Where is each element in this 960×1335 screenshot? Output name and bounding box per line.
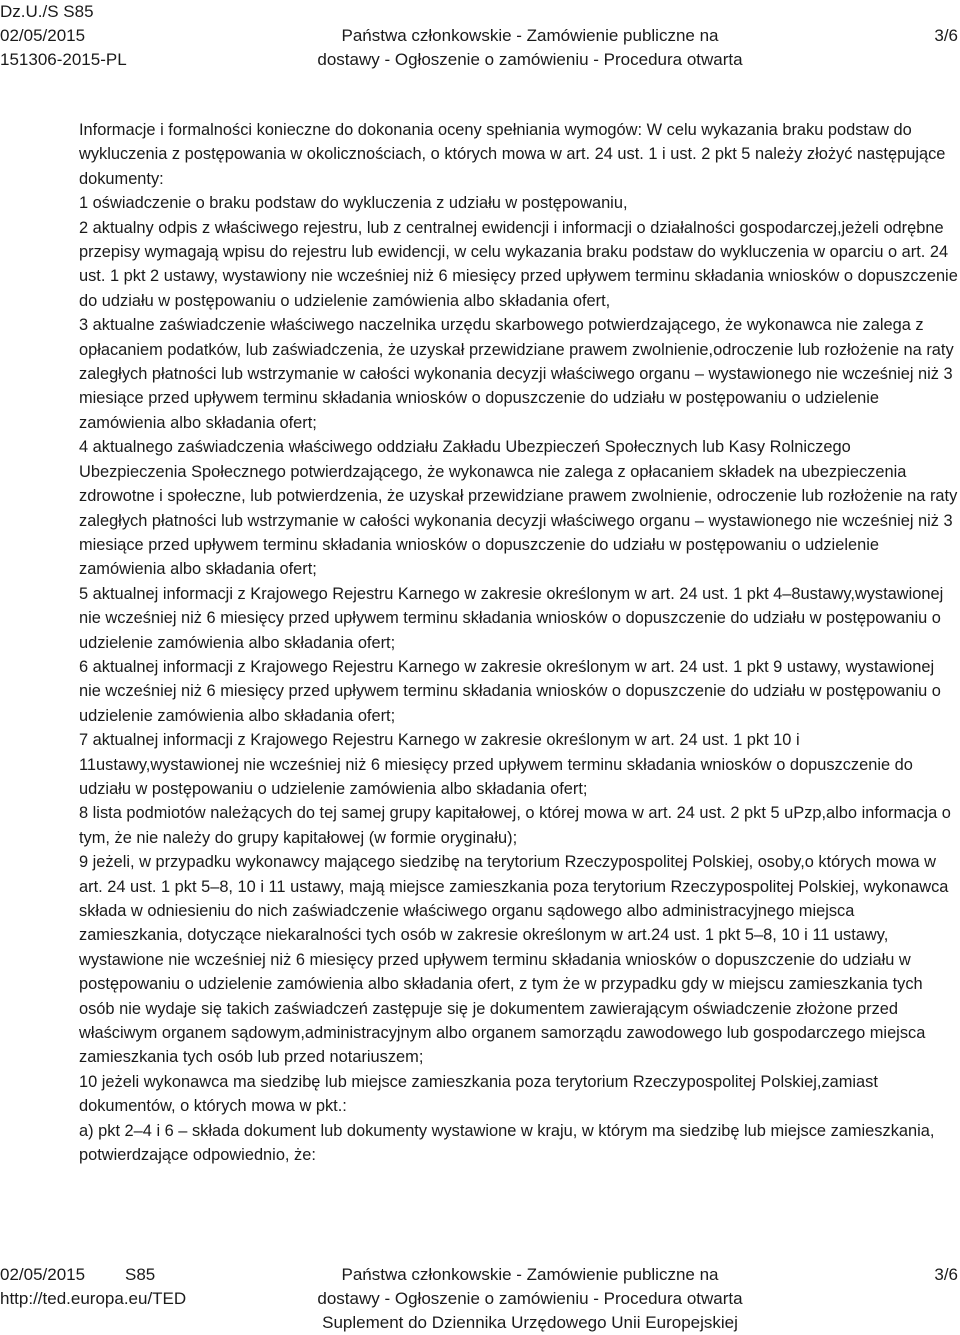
header-title-line-1: Państwa członkowskie - Zamówienie publiczne na (341, 26, 719, 45)
paragraph-item-10: 10 jeżeli wykonawca ma siedzibę lub miejsce zamieszkania poza terytorium Rzeczypospolitej Polskiej,zamiast dokumentów, o których mowa w pkt.: (79, 1072, 878, 1116)
paragraph-item-6: 6 aktualnej informacji z Krajowego Rejestru Karnego w zakresie określonym w art. 24 ust. 1 pkt 9 ustawy, wystawionej nie wcześniej niż 6 miesięcy przed upływem terminu składania wniosków o dopuszczenie do udziału w postępowaniu o udzielenie zamówienia albo składania ofert; (79, 657, 941, 725)
paragraph-intro: Informacje i formalności konieczne do dokonania oceny spełniania wymogów: W celu wykazania braku podstaw do wykluczenia z postępowania w okolicznościach, o których mowa w art. 24 ust. 1 i ust. 2 pkt 5 należy złożyć następujące dokumenty: (79, 121, 946, 188)
header-title-line-2: dostawy - Ogłoszenie o zamówieniu - Procedura otwarta (317, 50, 743, 69)
paragraph-item-7: 7 aktualnej informacji z Krajowego Rejestru Karnego w zakresie określonym w art. 24 ust. 1 pkt 10 i 11ustawy,wystawionej nie wcześniej niż 6 miesięcy przed upływem terminu składania wniosków o dopuszczenie do udziału w postępowaniu o udzielenie zamówienia albo składania ofert; (79, 731, 913, 798)
footer-title-line-2: dostawy - Ogłoszenie o zamówieniu - Procedura otwarta (317, 1289, 743, 1308)
header-page-number: 3/6 (934, 26, 958, 45)
footer-page-number: 3/6 (934, 1265, 958, 1284)
paragraph-item-a: a) pkt 2–4 i 6 – składa dokument lub dokumenty wystawione w kraju, w którym ma siedzibę lub miejsce zamieszkania, potwierdzające odpowiednio, że: (79, 1121, 935, 1165)
paragraph-item-1: 1 oświadczenie o braku podstaw do wykluczenia z udziału w postępowaniu, (79, 194, 628, 213)
footer-series: S85 (125, 1265, 156, 1284)
paragraph-item-9: 9 jeżeli, w przypadku wykonawcy mającego siedzibę na terytorium Rzeczypospolitej Polskiej, osoby,o których mowa w art. 24 ust. 1 pkt 5–8, 10 i 11 ustawy, mają miejsce zamieszkania poza terytorium Rzeczypospolitej Polskiej, wykonawca składa w odniesieniu do nich zaświadczenie właściwego organu sądowego albo administracyjnego miejsca zamieszkania, dotyczące niekaralności tych osób w zakresie określonym w art.24 ust. 1 pkt 5–8, 10 i 11 ustawy, wystawione nie wcześniej niż 6 miesięcy przed upływem terminu składania wniosków o dopuszczenie do udziału w postępowaniu o udzielenie zamówienia albo składania ofert, z tym że w przypadku gdy w miejscu zamieszkania tych osób nie wydaje się takich zaświadczeń zastępuje się je dokumentem zawierającym oświadczenie złożone przed właściwym organem sądowym,administracyjnym albo organem samorządu zawodowego lub gospodarczego miejsca zamieszkania tych osób lub przed notariuszem; (79, 853, 949, 1067)
footer-title-line-1: Państwa członkowskie - Zamówienie publiczne na (341, 1265, 719, 1284)
footer-supplement: Suplement do Dziennika Urzędowego Unii Europejskiej (322, 1313, 738, 1332)
footer-date: 02/05/2015 (0, 1265, 86, 1284)
paragraph-item-8: 8 lista podmiotów należących do tej samej grupy kapitałowej, o której mowa w art. 24 ust. 2 pkt 5 uPzp,albo informacja o tym, że nie należy do grupy kapitałowej (w formie oryginału); (79, 804, 951, 847)
paragraph-item-3: 3 aktualne zaświadczenie właściwego naczelnika urzędu skarbowego potwierdzającego, że wykonawca nie zalega z opłacaniem podatków, lub zaświadczenia, że uzyskał przewidziane prawem zwolnienie,odroczenie lub rozłożenie na raty zaległych płatności lub wstrzymanie w całości wykonania decyzji właściwego organu – wystawionego nie wcześniej niż 3 miesiące przed upływem terminu składania wniosków o dopuszczenie do udziału w postępowaniu o udzielenie zamówienia albo składania ofert; (79, 316, 954, 432)
document-body (79, 118, 959, 1167)
publication-date: 02/05/2015 (0, 26, 86, 45)
notice-number: 151306-2015-PL (0, 50, 127, 69)
footer-url[interactable]: http://ted.europa.eu/TED (0, 1289, 187, 1308)
journal-reference: Dz.U./S S85 (0, 2, 94, 21)
paragraph-item-2: 2 aktualny odpis z właściwego rejestru, lub z centralnej ewidencji i informacji o działalności gospodarczej,jeżeli odrębne przepisy wymagają wpisu do rejestru lub ewidencji, w celu wykazania braku podstaw do wykluczenia w oparciu o art. 24 ust. 1 pkt 2 ustawy, wystawiony nie wcześniej niż 6 miesięcy przed upływem terminu składania wniosków o dopuszczenie do udziału w postępowaniu o udzielenie zamówienia albo składania ofert, (79, 218, 958, 310)
paragraph-item-4: 4 aktualnego zaświadczenia właściwego oddziału Zakładu Ubezpieczeń Społecznych lub Kasy Rolniczego Ubezpieczenia Społecznego potwierdzającego, że wykonawca nie zalega z opłacaniem składek na ubezpieczenia zdrowotne i społeczne, lub potwierdzenia, że uzyskał przewidziane prawem zwolnienie, odroczenie lub rozłożenie na raty zaległych płatności lub wstrzymanie w całości wykonania decyzji właściwego organu – wystawionego nie wcześniej niż 3 miesiące przed upływem terminu składania wniosków o dopuszczenie do udziału w postępowaniu o udzielenie zamówienia albo składania ofert; (79, 438, 958, 579)
paragraph-item-5: 5 aktualnej informacji z Krajowego Rejestru Karnego w zakresie określonym w art. 24 ust. 1 pkt 4–8ustawy,wystawionej nie wcześniej niż 6 miesięcy przed upływem terminu składania wniosków o dopuszczenie do udziału w postępowaniu o udzielenie zamówienia albo składania ofert; (79, 584, 944, 652)
